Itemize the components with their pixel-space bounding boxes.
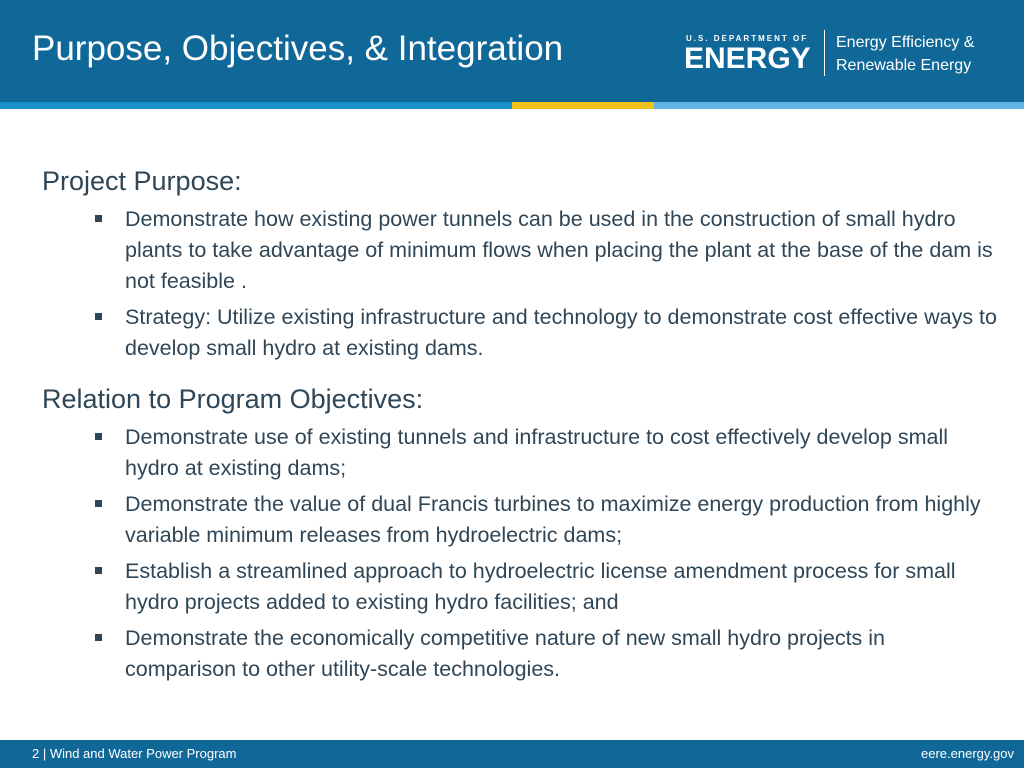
bullet-item: [42, 204, 1002, 297]
bullet-item: [42, 623, 1002, 685]
footer-page-program: 2 | Wind and Water Power Program: [32, 746, 237, 761]
slide-title: Purpose, Objectives, & Integration: [32, 29, 564, 68]
bullet-text: Demonstrate how existing power tunnels can be used in the construction of small hydro plants to take advantage of minimum flows when placing the plant at the base of the dam is not feasible .: [125, 207, 993, 293]
square-bullet-icon: [95, 313, 102, 320]
square-bullet-icon: [95, 215, 102, 222]
bullet-list: [42, 204, 1002, 364]
logo-office-line-1: Energy Efficiency &: [836, 34, 975, 51]
section-heading: Relation to Program Objectives:: [42, 384, 424, 414]
bullet-item: [42, 422, 1002, 484]
logo-office-line-2: Renewable Energy: [836, 57, 972, 74]
slide-header: [0, 0, 1024, 102]
bullet-list: [42, 422, 1002, 685]
logo-department-text: U.S. DEPARTMENT OF: [686, 34, 809, 43]
header-stripe-yellow: [512, 102, 654, 109]
square-bullet-icon: [95, 567, 102, 574]
footer-website: eere.energy.gov: [921, 746, 1014, 761]
bullet-text: Establish a streamlined approach to hydroelectric license amendment process for small hydro projects added to existing hydro facilities; and: [125, 559, 956, 614]
section-project-purpose: [42, 164, 1002, 364]
bullet-item: [42, 302, 1002, 364]
slide-footer: [0, 740, 1024, 768]
logo-office-name: [836, 31, 974, 77]
square-bullet-icon: [95, 500, 102, 507]
bullet-text: Demonstrate use of existing tunnels and infrastructure to cost effectively develop small hydro at existing dams;: [125, 425, 948, 480]
header-stripe-light-blue: [654, 102, 1024, 109]
slide-body: [42, 164, 1002, 703]
logo-energy-wordmark: ENERGY: [684, 42, 811, 75]
bullet-text: Demonstrate the economically competitive nature of new small hydro projects in comparison to other utility-scale technologies.: [125, 626, 886, 681]
section-program-objectives: [42, 382, 1002, 685]
logo-divider: [824, 30, 825, 76]
section-heading: Project Purpose:: [42, 166, 242, 196]
square-bullet-icon: [95, 634, 102, 641]
bullet-text: Demonstrate the value of dual Francis turbines to maximize energy production from highly variable minimum releases from hydroelectric dams;: [125, 492, 981, 547]
square-bullet-icon: [95, 433, 102, 440]
bullet-text: Strategy: Utilize existing infrastructure and technology to demonstrate cost effective ways to develop small hydro at existing dams.: [125, 305, 997, 360]
bullet-item: [42, 489, 1002, 551]
header-stripe-blue: [0, 102, 512, 109]
bullet-item: [42, 556, 1002, 618]
